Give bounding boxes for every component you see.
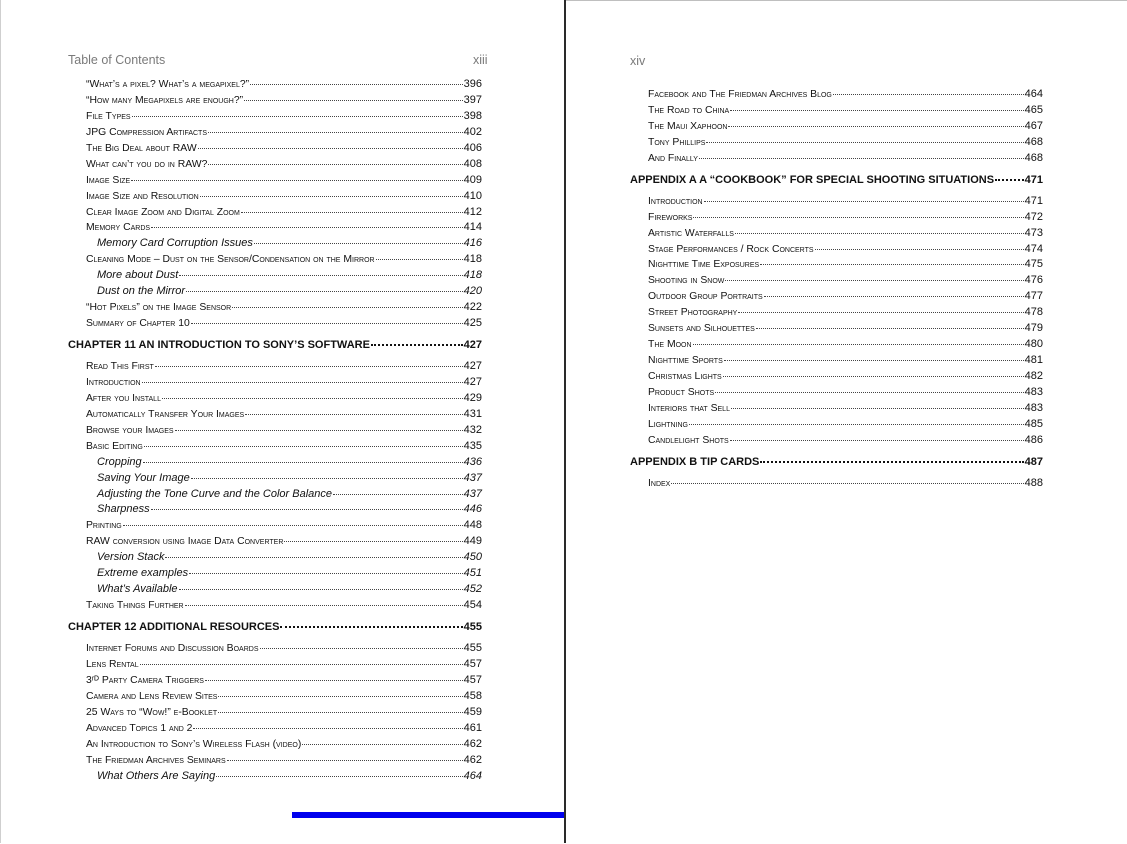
dot-leader [723, 376, 1024, 377]
toc-entry-title: Memory Cards [86, 222, 151, 234]
toc-entry-title: What can’t you do in RAW? [86, 158, 208, 170]
dot-leader [189, 573, 463, 574]
toc-entry-title: More about Dust [97, 269, 179, 282]
toc-entry-title: CHAPTER 11 AN INTRODUCTION TO SONY’S SOFTWARE [68, 339, 370, 351]
toc-page-number: 465 [1024, 103, 1043, 116]
dot-leader [151, 227, 463, 228]
toc-entry-title: Read This First [86, 361, 154, 372]
toc-entry-title: Interiors that Sell [648, 402, 730, 414]
toc-entry[interactable] [68, 706, 482, 722]
toc-chapter-entry[interactable] [630, 174, 1043, 186]
toc-entry[interactable] [68, 519, 482, 535]
toc-page-number: 481 [1024, 354, 1043, 367]
dot-leader [376, 259, 463, 260]
toc-entry[interactable] [68, 674, 482, 690]
dot-leader [144, 446, 463, 447]
dot-leader [140, 664, 463, 665]
dot-leader [693, 217, 1023, 218]
page-number-header: xiv [630, 54, 646, 68]
toc-entry-title: Christmas Lights [648, 371, 722, 382]
toc-entry[interactable] [68, 221, 482, 237]
toc-entry[interactable] [68, 440, 482, 456]
toc-entry-title: Camera and Lens Review Sites [86, 690, 218, 702]
toc-entry[interactable] [630, 211, 1043, 227]
dot-leader [179, 275, 462, 276]
toc-page-number: 457 [463, 673, 482, 686]
dot-leader [227, 760, 463, 761]
dot-leader [232, 307, 462, 308]
dot-leader [760, 264, 1023, 265]
dot-leader [764, 296, 1024, 297]
toc-page-number: 446 [463, 503, 482, 516]
toc-page-number: 416 [463, 237, 482, 250]
toc-entry[interactable] [68, 392, 482, 408]
dot-leader [218, 712, 463, 713]
toc-entry-title: Automatically Transfer Your Images [86, 408, 245, 420]
dot-leader [205, 680, 463, 681]
toc-page-number: 486 [1024, 433, 1043, 446]
toc-page-number: 449 [463, 535, 482, 548]
right-page [566, 0, 1127, 844]
toc-entry[interactable] [630, 370, 1043, 386]
toc-entry[interactable] [68, 770, 482, 786]
dot-leader [715, 392, 1024, 393]
toc-entry[interactable] [68, 253, 482, 269]
dot-leader [142, 382, 463, 383]
dot-leader [724, 360, 1024, 361]
dot-leader [179, 589, 463, 590]
toc-entry-title: Introduction [86, 376, 141, 388]
toc-entry[interactable] [68, 456, 482, 472]
toc-entry-title: Saving Your Image [97, 471, 190, 484]
toc-entry-title: Fireworks [648, 211, 693, 223]
toc-entry-title: Browse your Images [86, 424, 174, 436]
dot-leader [131, 180, 462, 181]
toc-list-right [630, 88, 1043, 493]
dot-leader [186, 291, 463, 292]
toc-entry[interactable] [630, 88, 1043, 104]
toc-entry[interactable] [68, 424, 482, 440]
dot-leader [244, 100, 463, 101]
toc-page-number: 432 [463, 423, 482, 436]
page-number-header: xiii [473, 53, 488, 67]
toc-entry[interactable] [630, 274, 1043, 290]
toc-entry[interactable] [630, 354, 1043, 370]
toc-page-number: 406 [463, 141, 482, 154]
toc-chapter-entry[interactable] [630, 456, 1043, 468]
toc-entry[interactable] [630, 136, 1043, 152]
toc-entry-title: Facebook and The Friedman Archives Blog [648, 89, 832, 100]
toc-page-number: 455 [463, 621, 482, 633]
toc-entry[interactable] [630, 195, 1043, 211]
toc-entry-title: Lens Rental [86, 658, 139, 670]
toc-entry-title: CHAPTER 12 ADDITIONAL RESOURCES [68, 621, 280, 633]
dot-leader [995, 179, 1024, 181]
toc-entry-title: The Maui Xaphoon [648, 120, 728, 132]
toc-page-number: 457 [463, 657, 482, 670]
toc-page-number: 418 [463, 253, 482, 266]
toc-page-number: 451 [463, 567, 482, 580]
toc-page-number: 454 [463, 599, 482, 612]
toc-entry-title: Stage Performances / Rock Concerts [648, 243, 814, 255]
toc-entry[interactable] [630, 290, 1043, 306]
dot-leader [208, 164, 462, 165]
toc-chapter-entry[interactable] [68, 621, 482, 633]
toc-page-number: 462 [463, 737, 482, 750]
toc-page-number: 427 [463, 375, 482, 388]
toc-page-number: 468 [1024, 135, 1043, 148]
toc-page-number: 422 [463, 301, 482, 314]
toc-page-number: 435 [463, 439, 482, 452]
toc-page-number: 396 [463, 78, 482, 90]
toc-page-number: 402 [463, 125, 482, 138]
toc-page-number: 408 [463, 157, 482, 170]
toc-page-number: 429 [463, 391, 482, 404]
dot-leader [699, 158, 1024, 159]
toc-page-number: 425 [463, 317, 482, 330]
toc-entry[interactable] [630, 434, 1043, 450]
toc-entry-title: Extreme examples [97, 567, 189, 580]
dot-leader [730, 440, 1024, 441]
toc-entry[interactable] [68, 94, 482, 110]
toc-entry[interactable] [68, 190, 482, 206]
toc-entry[interactable] [630, 477, 1043, 493]
dot-leader [833, 94, 1024, 95]
dot-leader [198, 148, 463, 149]
toc-entry[interactable] [630, 258, 1043, 274]
dot-leader [132, 116, 463, 117]
toc-page-number: 478 [1024, 306, 1043, 319]
toc-entry[interactable] [68, 174, 482, 190]
toc-entry[interactable] [68, 690, 482, 706]
toc-entry-title: Adjusting the Tone Curve and the Color Balance [97, 487, 333, 500]
toc-entry-title: File Types [86, 110, 131, 122]
dot-leader [200, 196, 463, 197]
toc-entry-title: Sunsets and Silhouettes [648, 323, 755, 335]
toc-page-number: 482 [1024, 370, 1043, 382]
toc-page-number: 448 [463, 519, 482, 532]
toc-entry-title: The Friedman Archives Seminars [86, 754, 226, 766]
toc-page-number: 467 [1024, 119, 1043, 132]
toc-entry[interactable] [68, 503, 482, 519]
toc-entry-title: APPENDIX A A “COOKBOOK” FOR SPECIAL SHOOTING SITUATIONS [630, 173, 995, 186]
toc-page-number: 485 [1024, 417, 1043, 430]
toc-entry[interactable] [68, 658, 482, 674]
toc-page-number: 488 [1024, 476, 1043, 489]
toc-page-number: 480 [1024, 338, 1043, 351]
toc-page-number: 436 [463, 455, 482, 468]
toc-entry-title: 3ʳᴰ Party Camera Triggers [86, 674, 204, 686]
toc-entry[interactable] [630, 402, 1043, 418]
toc-entry-title: Tony Phillips [648, 136, 706, 148]
toc-page-number: 474 [1024, 242, 1043, 255]
toc-page-number: 427 [463, 339, 482, 351]
toc-entry-title: Dust on the Mirror [97, 285, 186, 298]
page-header-title: Table of Contents [68, 53, 166, 67]
toc-entry-title: Artistic Waterfalls [648, 227, 734, 239]
dot-leader [123, 525, 463, 526]
toc-entry-title: Nighttime Sports [648, 355, 723, 367]
dot-leader [165, 557, 462, 558]
dot-leader [280, 626, 462, 628]
dot-leader [725, 280, 1023, 281]
dot-leader [250, 84, 463, 85]
toc-entry-title: Shooting in Snow [648, 275, 725, 287]
dot-leader [704, 201, 1024, 202]
toc-entry-title: Memory Card Corruption Issues [97, 237, 253, 250]
toc-page-number: 472 [1024, 210, 1043, 223]
toc-page-number: 479 [1024, 322, 1043, 335]
dot-leader [193, 728, 462, 729]
toc-entry-title: The Moon [648, 339, 692, 351]
toc-entry-title: “Hot Pixels” on the Image Sensor [86, 302, 232, 314]
toc-entry[interactable] [630, 227, 1043, 243]
dot-leader [143, 462, 463, 463]
toc-entry[interactable] [68, 472, 482, 488]
toc-page-number: 437 [463, 471, 482, 484]
toc-entry[interactable] [68, 642, 482, 658]
toc-entry-title: What Others Are Saying [97, 769, 216, 782]
toc-page-number: 471 [1024, 194, 1043, 207]
toc-page-number: 473 [1024, 226, 1043, 239]
toc-page-number: 410 [463, 189, 482, 202]
toc-entry-title: Candlelight Shots [648, 434, 729, 446]
toc-page-number: 464 [1024, 88, 1043, 100]
toc-entry-title: Internet Forums and Discussion Boards [86, 643, 259, 654]
toc-page-number: 455 [463, 642, 482, 654]
toc-entry[interactable] [68, 126, 482, 142]
toc-page-number: 468 [1024, 151, 1043, 164]
toc-page-number: 412 [463, 205, 482, 218]
dot-leader [185, 605, 463, 606]
dot-leader [731, 408, 1024, 409]
toc-entry[interactable] [630, 120, 1043, 136]
toc-entry-title: Nighttime Time Exposures [648, 259, 760, 271]
toc-entry[interactable] [630, 386, 1043, 402]
dot-leader [254, 243, 463, 244]
dot-leader [756, 328, 1024, 329]
toc-page-number: 418 [463, 269, 482, 282]
toc-entry-title: Introduction [648, 195, 703, 207]
toc-entry[interactable] [68, 738, 482, 754]
toc-page-number: 452 [463, 583, 482, 596]
toc-entry[interactable] [68, 754, 482, 770]
toc-entry[interactable] [68, 317, 482, 333]
toc-entry-title: Advanced Topics 1 and 2 [86, 722, 193, 734]
toc-page-number: 420 [463, 285, 482, 298]
dot-leader [689, 424, 1024, 425]
toc-entry-title: Basic Editing [86, 440, 143, 452]
toc-page-number: 431 [463, 407, 482, 420]
toc-page-number: 437 [463, 487, 482, 500]
toc-entry-title: Lightning [648, 418, 688, 430]
toc-entry-title: APPENDIX B TIP CARDS [630, 455, 760, 468]
dot-leader [735, 233, 1024, 234]
toc-page-number: 461 [463, 721, 482, 734]
toc-entry-title: Outdoor Group Portraits [648, 291, 763, 303]
toc-entry-title: The Road to China [648, 104, 730, 116]
toc-entry-title: JPG Compression Artifacts [86, 126, 208, 138]
toc-page-number: 409 [463, 173, 482, 186]
toc-page-number: 398 [463, 109, 482, 122]
toc-page-number: 487 [1024, 455, 1043, 468]
toc-entry[interactable] [68, 599, 482, 615]
toc-entry-title: “What’s a pixel? What’s a megapixel?” [86, 79, 250, 90]
toc-page-number: 475 [1024, 258, 1043, 271]
dot-leader [738, 312, 1023, 313]
toc-page-number: 462 [463, 753, 482, 766]
dot-leader [302, 744, 462, 745]
toc-page-number: 459 [463, 705, 482, 718]
dot-leader [371, 344, 463, 346]
toc-page-number: 427 [463, 360, 482, 372]
toc-entry[interactable] [68, 237, 482, 253]
toc-list-left [68, 78, 482, 785]
toc-entry-title: The Big Deal about RAW [86, 142, 197, 154]
dot-leader [151, 509, 463, 510]
toc-entry-title: Printing [86, 520, 122, 532]
toc-entry[interactable] [68, 583, 482, 599]
toc-page-number: 458 [463, 689, 482, 702]
toc-chapter-entry[interactable] [68, 339, 482, 351]
toc-entry[interactable] [630, 306, 1043, 322]
toc-entry[interactable] [68, 206, 482, 222]
toc-entry-title: RAW conversion using Image Data Converter [86, 536, 284, 548]
toc-page-number: 450 [463, 551, 482, 564]
dot-leader [706, 142, 1023, 143]
dot-leader [760, 461, 1023, 463]
toc-entry-title: Image Size [86, 174, 131, 186]
toc-entry[interactable] [68, 488, 482, 504]
dot-leader [155, 366, 463, 367]
dot-leader [245, 414, 462, 415]
dot-leader [284, 541, 462, 542]
toc-entry[interactable] [68, 142, 482, 158]
dot-leader [693, 344, 1024, 345]
toc-entry[interactable] [630, 338, 1043, 354]
toc-entry-title: Cleaning Mode – Dust on the Sensor/Condensation on the Mirror [86, 254, 375, 266]
toc-entry[interactable] [630, 243, 1043, 259]
toc-entry-title: Summary of Chapter 10 [86, 318, 190, 330]
dot-leader [191, 478, 463, 479]
toc-entry[interactable] [630, 152, 1043, 168]
toc-entry-title: An Introduction to Sony’s Wireless Flash (video) [86, 738, 302, 750]
toc-entry-title: 25 Ways to “Wow!” e-Booklet [86, 706, 218, 718]
dot-leader [175, 430, 463, 431]
toc-entry-title: After you Install [86, 392, 161, 404]
toc-entry[interactable] [68, 722, 482, 738]
toc-page-number: 483 [1024, 385, 1043, 398]
toc-page-number: 476 [1024, 274, 1043, 287]
dot-leader [218, 696, 462, 697]
dot-leader [728, 126, 1023, 127]
dot-leader [333, 494, 463, 495]
toc-entry[interactable] [68, 269, 482, 285]
dot-leader [216, 776, 462, 777]
toc-page-number: 414 [463, 221, 482, 234]
toc-entry-title: Cropping [97, 455, 142, 468]
toc-page-number: 397 [463, 93, 482, 106]
toc-entry-title: And Finally [648, 152, 698, 164]
toc-entry-title: Street Photography [648, 307, 738, 319]
toc-entry-title: Version Stack [97, 551, 165, 564]
toc-page-number: 471 [1024, 173, 1043, 186]
toc-entry-title: Image Size and Resolution [86, 190, 199, 202]
toc-entry[interactable] [68, 360, 482, 376]
dot-leader [815, 249, 1024, 250]
toc-entry[interactable] [68, 376, 482, 392]
dot-leader [730, 110, 1023, 111]
toc-entry[interactable] [68, 551, 482, 567]
toc-entry[interactable] [68, 301, 482, 317]
toc-entry[interactable] [630, 418, 1043, 434]
toc-entry-title: Clear Image Zoom and Digital Zoom [86, 206, 240, 218]
toc-entry-title: Product Shots [648, 386, 715, 398]
toc-entry[interactable] [68, 158, 482, 174]
dot-leader [241, 212, 463, 213]
toc-entry[interactable] [630, 322, 1043, 338]
toc-entry-title: What’s Available [97, 583, 178, 596]
dot-leader [191, 323, 463, 324]
toc-page-number: 483 [1024, 401, 1043, 414]
toc-entry[interactable] [68, 408, 482, 424]
toc-entry-title: Taking Things Further [86, 600, 184, 612]
toc-entry-title: Index [648, 477, 671, 489]
dot-leader [162, 398, 463, 399]
toc-entry[interactable] [630, 104, 1043, 120]
toc-entry-title: “How many Megapixels are enough?” [86, 94, 244, 106]
toc-entry[interactable] [68, 78, 482, 94]
toc-entry-title: Sharpness [97, 503, 150, 516]
dot-leader [208, 132, 463, 133]
toc-entry[interactable] [68, 567, 482, 583]
scroll-progress-bar [292, 812, 565, 818]
toc-entry[interactable] [68, 285, 482, 301]
toc-page-number: 477 [1024, 290, 1043, 303]
dot-leader [671, 483, 1023, 484]
toc-page-number: 464 [463, 769, 482, 782]
toc-entry[interactable] [68, 110, 482, 126]
dot-leader [260, 648, 463, 649]
toc-entry[interactable] [68, 535, 482, 551]
